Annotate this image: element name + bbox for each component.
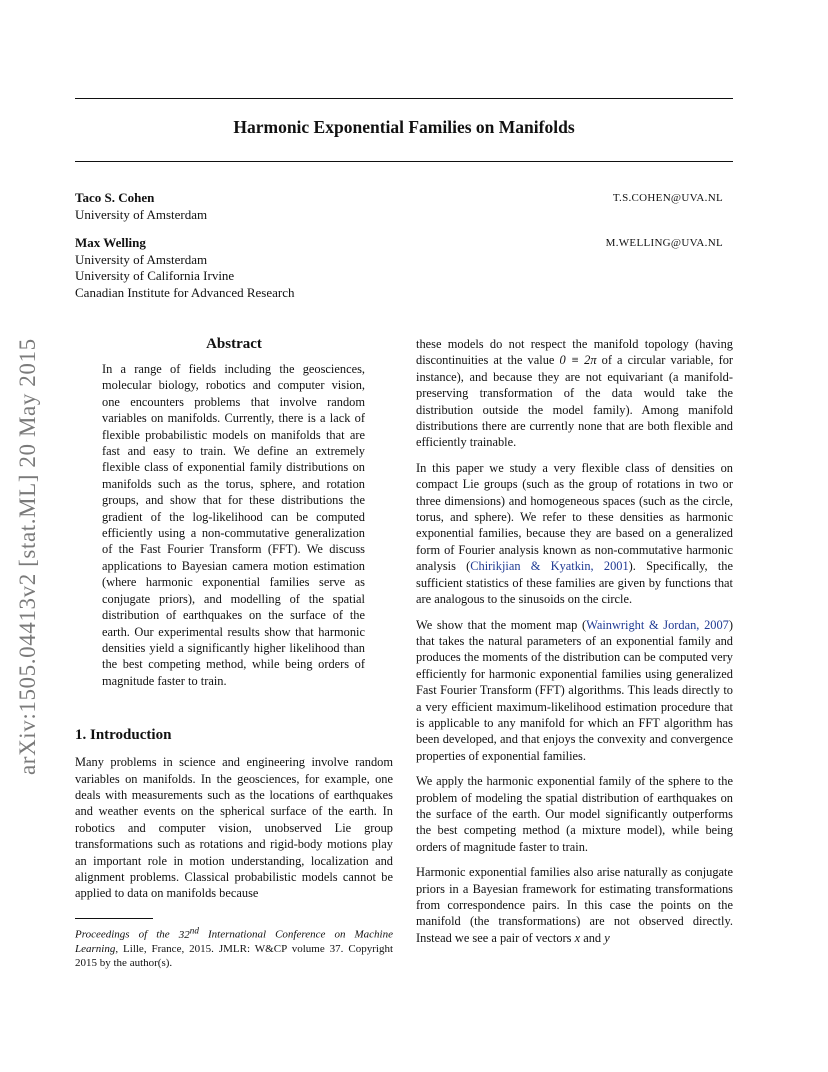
text-run: these models do not respect the manifold topology (having discontinuities at the value [416,337,733,368]
section-heading: 1. Introduction [75,727,172,744]
footnote-ordinal: 32 [178,928,190,941]
footnote-rest: , Lille, France, 2015. JMLR: W&CP volume 37. Copyright 2015 by the author(s). [75,942,393,969]
footnote-conference: International Conference on Machine Learning [75,928,393,955]
top-rule [75,98,733,99]
footnote-ordinal-sup: nd [189,925,199,935]
author-block-2 [75,235,733,301]
math-inline: y [604,930,610,945]
text-run: In this paper we study a very flexible class of densities on compact Lie groups (such as the group of rotations in two or three dimensions) and homogeneous spaces (such as the circle, torus, and sphere). We refer to these densities as harmonic exponential families, because they are based on a generalized form of Fourier analysis known as non-commutative harmonic analysis ( [416,460,733,574]
body-paragraph: We apply the harmonic exponential family of the sphere to the problem of modeling the spatial distribution of earthquakes on the surface of the earth. Our model significantly outperforms the best competing method (a mixture model), while being orders of magnitude faster to train. [416,774,733,854]
footnote-prefix: Proceedings of the [75,928,179,941]
math-inline: 0 ≡ 2π [559,353,597,368]
text-run: ). Specifically, the sufficient statistics of these families are given by functions that are analogous to the sinusoids on the circle. [416,559,733,607]
citation-link[interactable]: Chirikjian & Kyatkin, 2001 [470,559,629,574]
author-affiliation: University of Amsterdam [75,251,208,267]
math-inline: x [574,930,581,945]
abstract-text: In a range of fields including the geosciences, molecular biology, robotics and computer vision, one encounters problems that involve random variables on manifolds. Currently, there is a lack of flexible probabilistic models on manifolds that are fast and easy to train. We define an extremely flexible class of exponential family distributions on manifolds such as the torus, sphere, and rotation groups, and show that for these distributions the gradient of the log-likelihood can be computed efficiently using a non-commutative generalization of the Fast Fourier Transform (FFT). We discuss applications to Bayesian camera motion estimation (where harmonic exponential families serve as conjugate priors), and modelling of the spatial distribution of earthquakes on the surface of the earth. Our experimental results show that harmonic densities yield a significantly higher likelihood than the best competing method, while being orders of magnitude faster to train. [102,362,365,688]
body-paragraph [416,864,733,946]
text-run: We show that the moment map ( [416,617,587,632]
intro-paragraph: Many problems in science and engineering involve random variables on manifolds. In the geosciences, for example, one deals with measurements such as the locations of earthquakes and weather events on the spherical surface of the earth. In robotics and computer vision, unobserved Lie group transformations such as rotations and rigid-body motions play an important role in motion understanding, localization and alignment problems. Classical probabilistic models cannot be applied to data on manifolds because [75,755,393,901]
author-block-1 [75,190,733,223]
body-paragraph [416,460,733,608]
author-email[interactable]: M.WELLING@UVA.NL [605,237,723,249]
text-run: of a circular variable, for instance), and because they are not equivariant (a manifold-preserving transformation of the data would take the distribution outside the model family). Among manifold distributions there are currently none that are both flexible and efficiently trainable. [416,353,734,450]
title-bottom-rule [75,161,733,162]
author-affiliation: Canadian Institute for Advanced Research [75,284,295,300]
author-name: Taco S. Cohen [75,190,155,205]
author-affiliation: University of Amsterdam [75,206,208,222]
right-column [416,336,733,955]
citation-link[interactable]: Wainwright & Jordan, 2007 [586,617,729,632]
footnote-rule [75,918,153,919]
text-run: ) that takes the natural parameters of an exponential family and produces the moments of the distribution can be computed very efficiently for harmonic exponential families using generalized Fast Fourier Transform (FFT) algorithms. This leads directly to a very efficient maximum-likelihood estimation procedure that is applicable to any manifold for which an FFT algorithm has been developed, and that enjoys the convexity and convergence properties of exponential families. [416,617,733,763]
author-email[interactable]: T.S.COHEN@UVA.NL [612,192,723,204]
body-paragraph [416,336,733,451]
text-run: and [580,930,605,945]
text-run: Harmonic exponential families also arise naturally as conjugate priors in a Bayesian framework for estimating transformations from correspondence pairs. In this case the points on the manifold (the transformations) are not observed directly. Instead we see a pair of vectors [416,865,733,945]
arxiv-stamp: arXiv:1505.04413v2 [stat.ML] 20 May 2015 [15,338,40,775]
footnote [75,918,393,970]
author-name: Max Welling [75,235,146,250]
body-paragraph [416,617,733,765]
paper-title: Harmonic Exponential Families on Manifolds [233,117,575,137]
abstract-heading: Abstract [206,336,262,352]
left-column [75,336,393,911]
author-affiliation: University of California Irvine [75,268,235,283]
